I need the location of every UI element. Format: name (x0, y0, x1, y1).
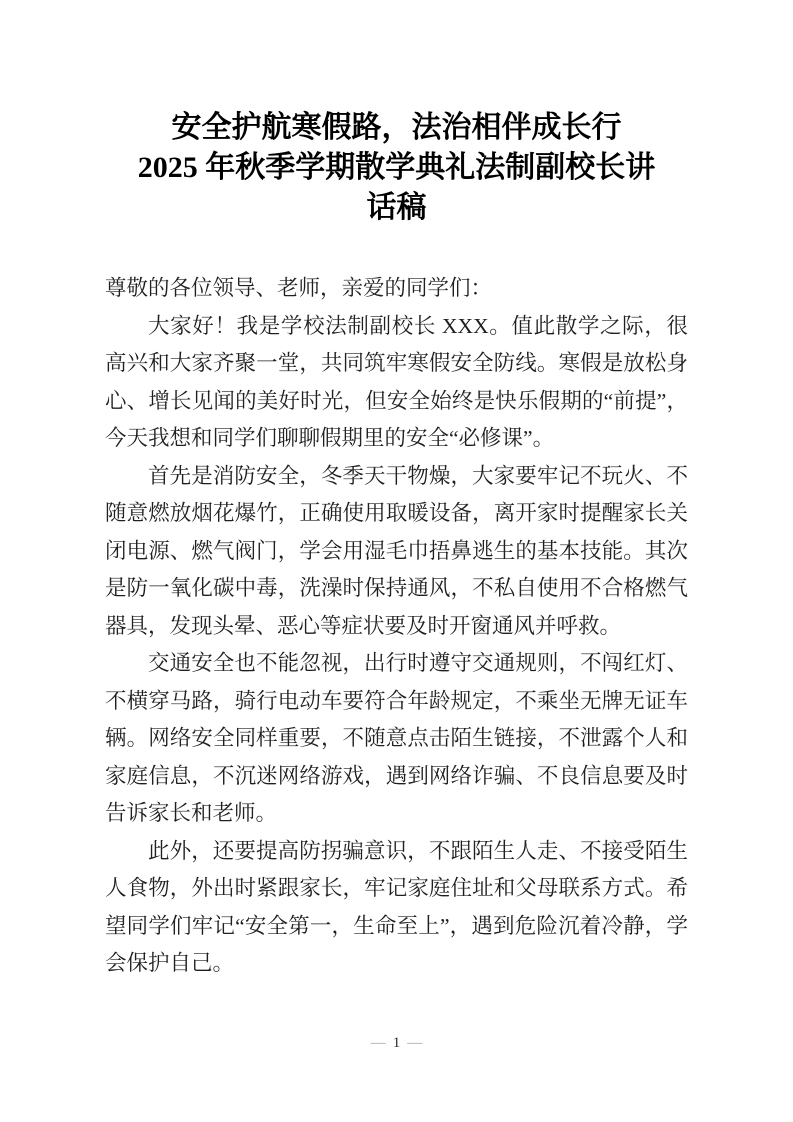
paragraph-fire-safety: 首先是消防安全，冬季天干物燥，大家要牢记不玩火、不随意燃放烟花爆竹，正确使用取暖设备，离开家时提醒家长关闭电源、燃气阀门，学会用湿毛巾捂鼻逃生的基本技能。其次是防一氧化碳中毒，洗澡时保持通风，不私自使用不合格燃气器具，发现头晕、恶心等症状要及时开窗通风并呼救。 (105, 463, 688, 638)
document-body (105, 270, 688, 983)
title-line-3: 话稿 (366, 191, 427, 224)
page-number: 1 (392, 1035, 401, 1051)
paragraph-greeting: 大家好！我是学校法制副校长 XXX。值此散学之际，很高兴和大家齐聚一堂，共同筑牢寒假安全防线。寒假是放松身心、增长见闻的美好时光，但安全始终是快乐假期的“前提”，今天我想和同学们聊聊假期里的安全“必修课”。 (105, 313, 688, 450)
document-title (105, 108, 688, 228)
paragraph-traffic-network-safety: 交通安全也不能忽视，出行时遵守交通规则，不闯红灯、不横穿马路，骑行电动车要符合年龄规定，不乘坐无牌无证车辆。网络安全同样重要，不随意点击陌生链接，不泄露个人和家庭信息，不沉迷网络游戏，遇到网络诈骗、不良信息要及时告诉家长和老师。 (105, 651, 688, 825)
title-line-2: 2025 年秋季学期散学典礼法制副校长讲 (137, 151, 656, 184)
salutation: 尊敬的各位领导、老师，亲爱的同学们： (105, 276, 493, 300)
footer-right-dash: — (407, 1035, 423, 1051)
footer-left-dash: — (370, 1035, 386, 1051)
page-footer (0, 1034, 793, 1052)
paragraph-anti-abduction: 此外，还要提高防拐骗意识，不跟陌生人走、不接受陌生人食物，外出时紧跟家长，牢记家庭住址和父母联系方式。希望同学们牢记“安全第一，生命至上”，遇到危险沉着冷静，学会保护自己。 (105, 838, 688, 975)
title-line-1: 安全护航寒假路，法治相伴成长行 (171, 111, 622, 144)
